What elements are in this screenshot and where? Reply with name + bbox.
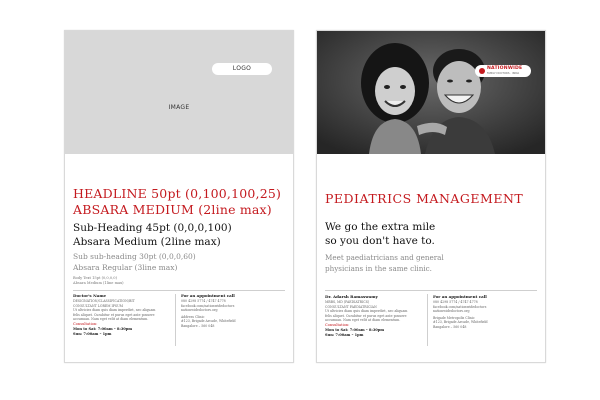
doctor-designation-1: MBBS, MD (PAEDIATRICS): [325, 300, 370, 304]
doctor-body-3: accumsan. Nam eget velit at diam elementum.: [73, 317, 149, 322]
doctor-name: Dr. Adarsh Ramaswamy: [325, 294, 378, 299]
pattern-divider: [65, 154, 293, 160]
body-spec-line2: Absara Medium (1line max): [73, 281, 124, 285]
brand-logo: [475, 65, 531, 77]
template-subheading-line1: Sub-Heading 45pt (0,0,0,100): [73, 222, 232, 234]
doctor-body-1: Ut ultricies diam quis diam imperdiet, nec aliquam: [325, 309, 408, 314]
appointment-info: [433, 294, 488, 330]
doctor-info: [325, 294, 407, 338]
doctor-info: [73, 293, 155, 337]
footer-divider: [325, 290, 537, 291]
appointment-phone: 080 4298 5774 / 4747 4778: [181, 299, 226, 303]
template-headline-line2: ABSARA MEDIUM (2line max): [73, 202, 272, 217]
hero-photo: [317, 31, 545, 154]
footer-column-separator: [427, 294, 428, 346]
footer-divider: [73, 290, 285, 291]
appointment-cta: For an appointment call: [433, 294, 487, 299]
ad-body-line2: physicians in the same clinic.: [325, 264, 432, 273]
image-label: IMAGE: [168, 104, 190, 111]
brand-mark-icon: [479, 68, 485, 74]
template-subsub-line2: Absara Regular (3line max): [73, 263, 178, 272]
doctor-name: Doctor's Name: [73, 293, 107, 298]
template-headline-line1: HEADLINE 50pt (0,100,100,25): [73, 186, 282, 201]
address-line1: #123, Brigade Arcade, Whitefield: [181, 319, 236, 324]
hours-line2: Sun: 7:00am – 1pm: [325, 332, 364, 337]
doctor-body-1: Ut ultricies diam quis diam imperdiet, nec aliquam: [73, 308, 156, 313]
hours-line1: Mon to Sat: 7:00am – 8:30pm: [325, 327, 385, 332]
children-photo-illustration: [317, 31, 545, 154]
doctor-body-2: felis aliquet. Curabitur et purus eget ante posuere: [325, 313, 407, 318]
appointment-web-2: nationwidedoctors.org: [181, 308, 218, 313]
address-label: Brigade Metropolis Clinic: [433, 315, 475, 320]
consultation-label: Consultation:: [325, 322, 350, 327]
address-line2: Bangalore – 560 048: [433, 324, 467, 329]
brand-name: NATIONWIDE: [487, 66, 523, 71]
pattern-divider: [317, 154, 545, 160]
address-line2: Bangalore – 560 048: [181, 323, 215, 328]
template-subsub-line1: Sub sub-heading 30pt (0,0,0,60): [73, 252, 196, 261]
doctor-designation-2: CONSULTANT LOREM IPSUM: [73, 303, 124, 308]
doctor-body-3: accumsan. Nam eget velit at diam elementum.: [325, 318, 401, 323]
ad-body-line1: Meet paediatricians and general: [325, 253, 444, 262]
doctor-designation-2: CONSULTANT PAEDIATRICIAN: [325, 304, 377, 309]
consultation-label: Consultation:: [73, 321, 98, 326]
address-label: Address Clinic: [181, 314, 205, 319]
body-spec-line1: Body Text 15pt (0,0,0,0): [73, 276, 117, 280]
ad-sheet: [316, 30, 546, 363]
appointment-phone: 080 4298 5774 / 4747 4778: [433, 300, 478, 304]
brand-tagline: FAMILY DOCTORS · INDIA: [487, 71, 520, 75]
appointment-info: [181, 293, 236, 329]
doctor-body-2: felis aliquet. Curabitur et purus eget ante posuere: [73, 312, 155, 317]
appointment-web-1: facebook.com/nationwidedoctors: [181, 303, 235, 308]
footer-column-separator: [175, 294, 176, 346]
address-line1: #123, Brigade Arcade, Whitefield: [433, 320, 488, 325]
hours-line2: Sun: 7:00am – 1pm: [73, 331, 112, 336]
image-placeholder: [65, 31, 293, 154]
appointment-web-2: nationwidedoctors.org: [433, 309, 470, 314]
appointment-web-1: facebook.com/nationwidedoctors: [433, 304, 487, 309]
template-subheading-line2: Absara Medium (2line max): [73, 236, 221, 248]
hours-line1: Mon to Sat: 7:00am – 8:30pm: [73, 326, 133, 331]
logo-placeholder: LOGO: [212, 63, 272, 75]
ad-headline: PEDIATRICS MANAGEMENT: [325, 191, 524, 206]
appointment-cta: For an appointment call: [181, 293, 235, 298]
template-sheet: [64, 30, 294, 363]
ad-subheading-line1: We go the extra mile: [325, 221, 436, 233]
doctor-designation-1: DESIGNATION/CLASSIFICATION/BIT: [73, 299, 135, 303]
ad-subheading-line2: so you don't have to.: [325, 235, 435, 247]
